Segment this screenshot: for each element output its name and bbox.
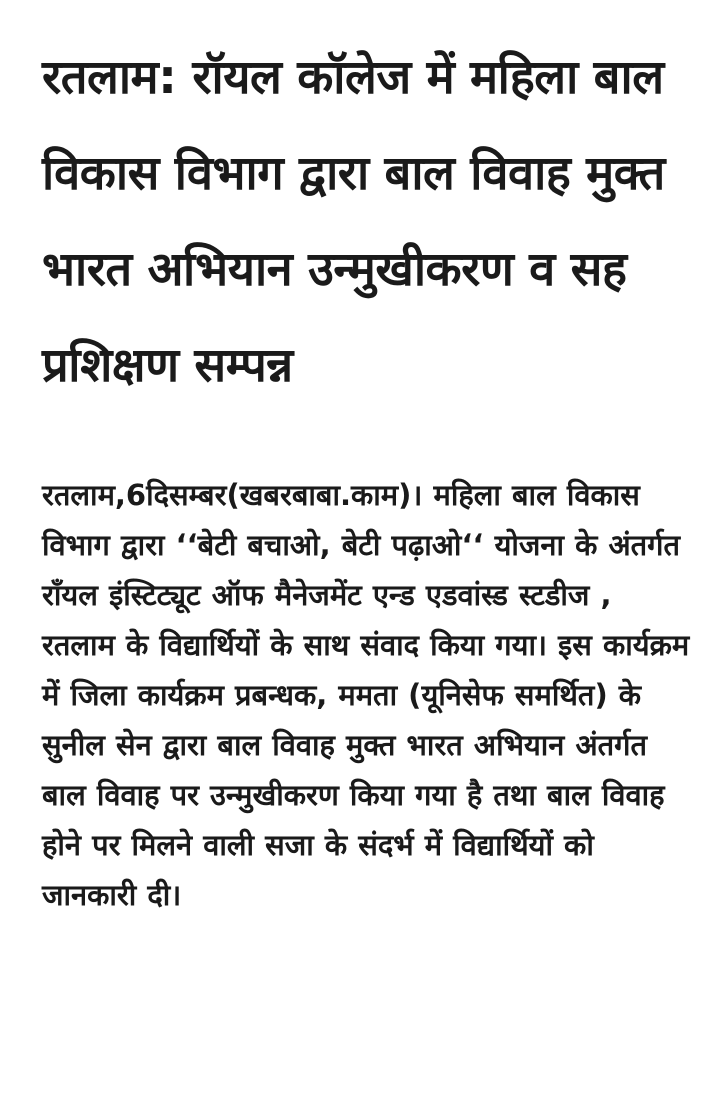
news-article xyxy=(42,30,690,920)
article-body: रतलाम,6दिसम्बर(खबरबाबा.काम)। महिला बाल विकास विभाग द्वारा ‘‘बेटी बचाओ, बेटी पढ़ाओ‘‘ योजना के अंतर्गत राँयल इंस्टिट्यूट ऑफ मैनेजमेंट एन्ड एडवांस्ड स्टडीज , रतलाम के विद्यार्थियों के साथ संवाद किया गया। इस कार्यक्रम में जिला कार्यक्रम प्रबन्धक, ममता (यूनिसेफ समर्थित) के सुनील सेन द्वारा बाल विवाह मुक्त भारत अभियान अंतर्गत बाल विवाह पर उन्मुखीकरण किया गया है तथा बाल विवाह होने पर मिलने वाली सजा के संदर्भ में विद्यार्थियों को जानकारी दी। xyxy=(42,478,690,912)
article-headline: रतलाम: रॉयल कॉलेज में महिला बाल विकास विभाग द्वारा बाल विवाह मुक्त भारत अभियान उन्मुखीकरण व सह प्रशिक्षण सम्पन्न xyxy=(42,50,665,393)
